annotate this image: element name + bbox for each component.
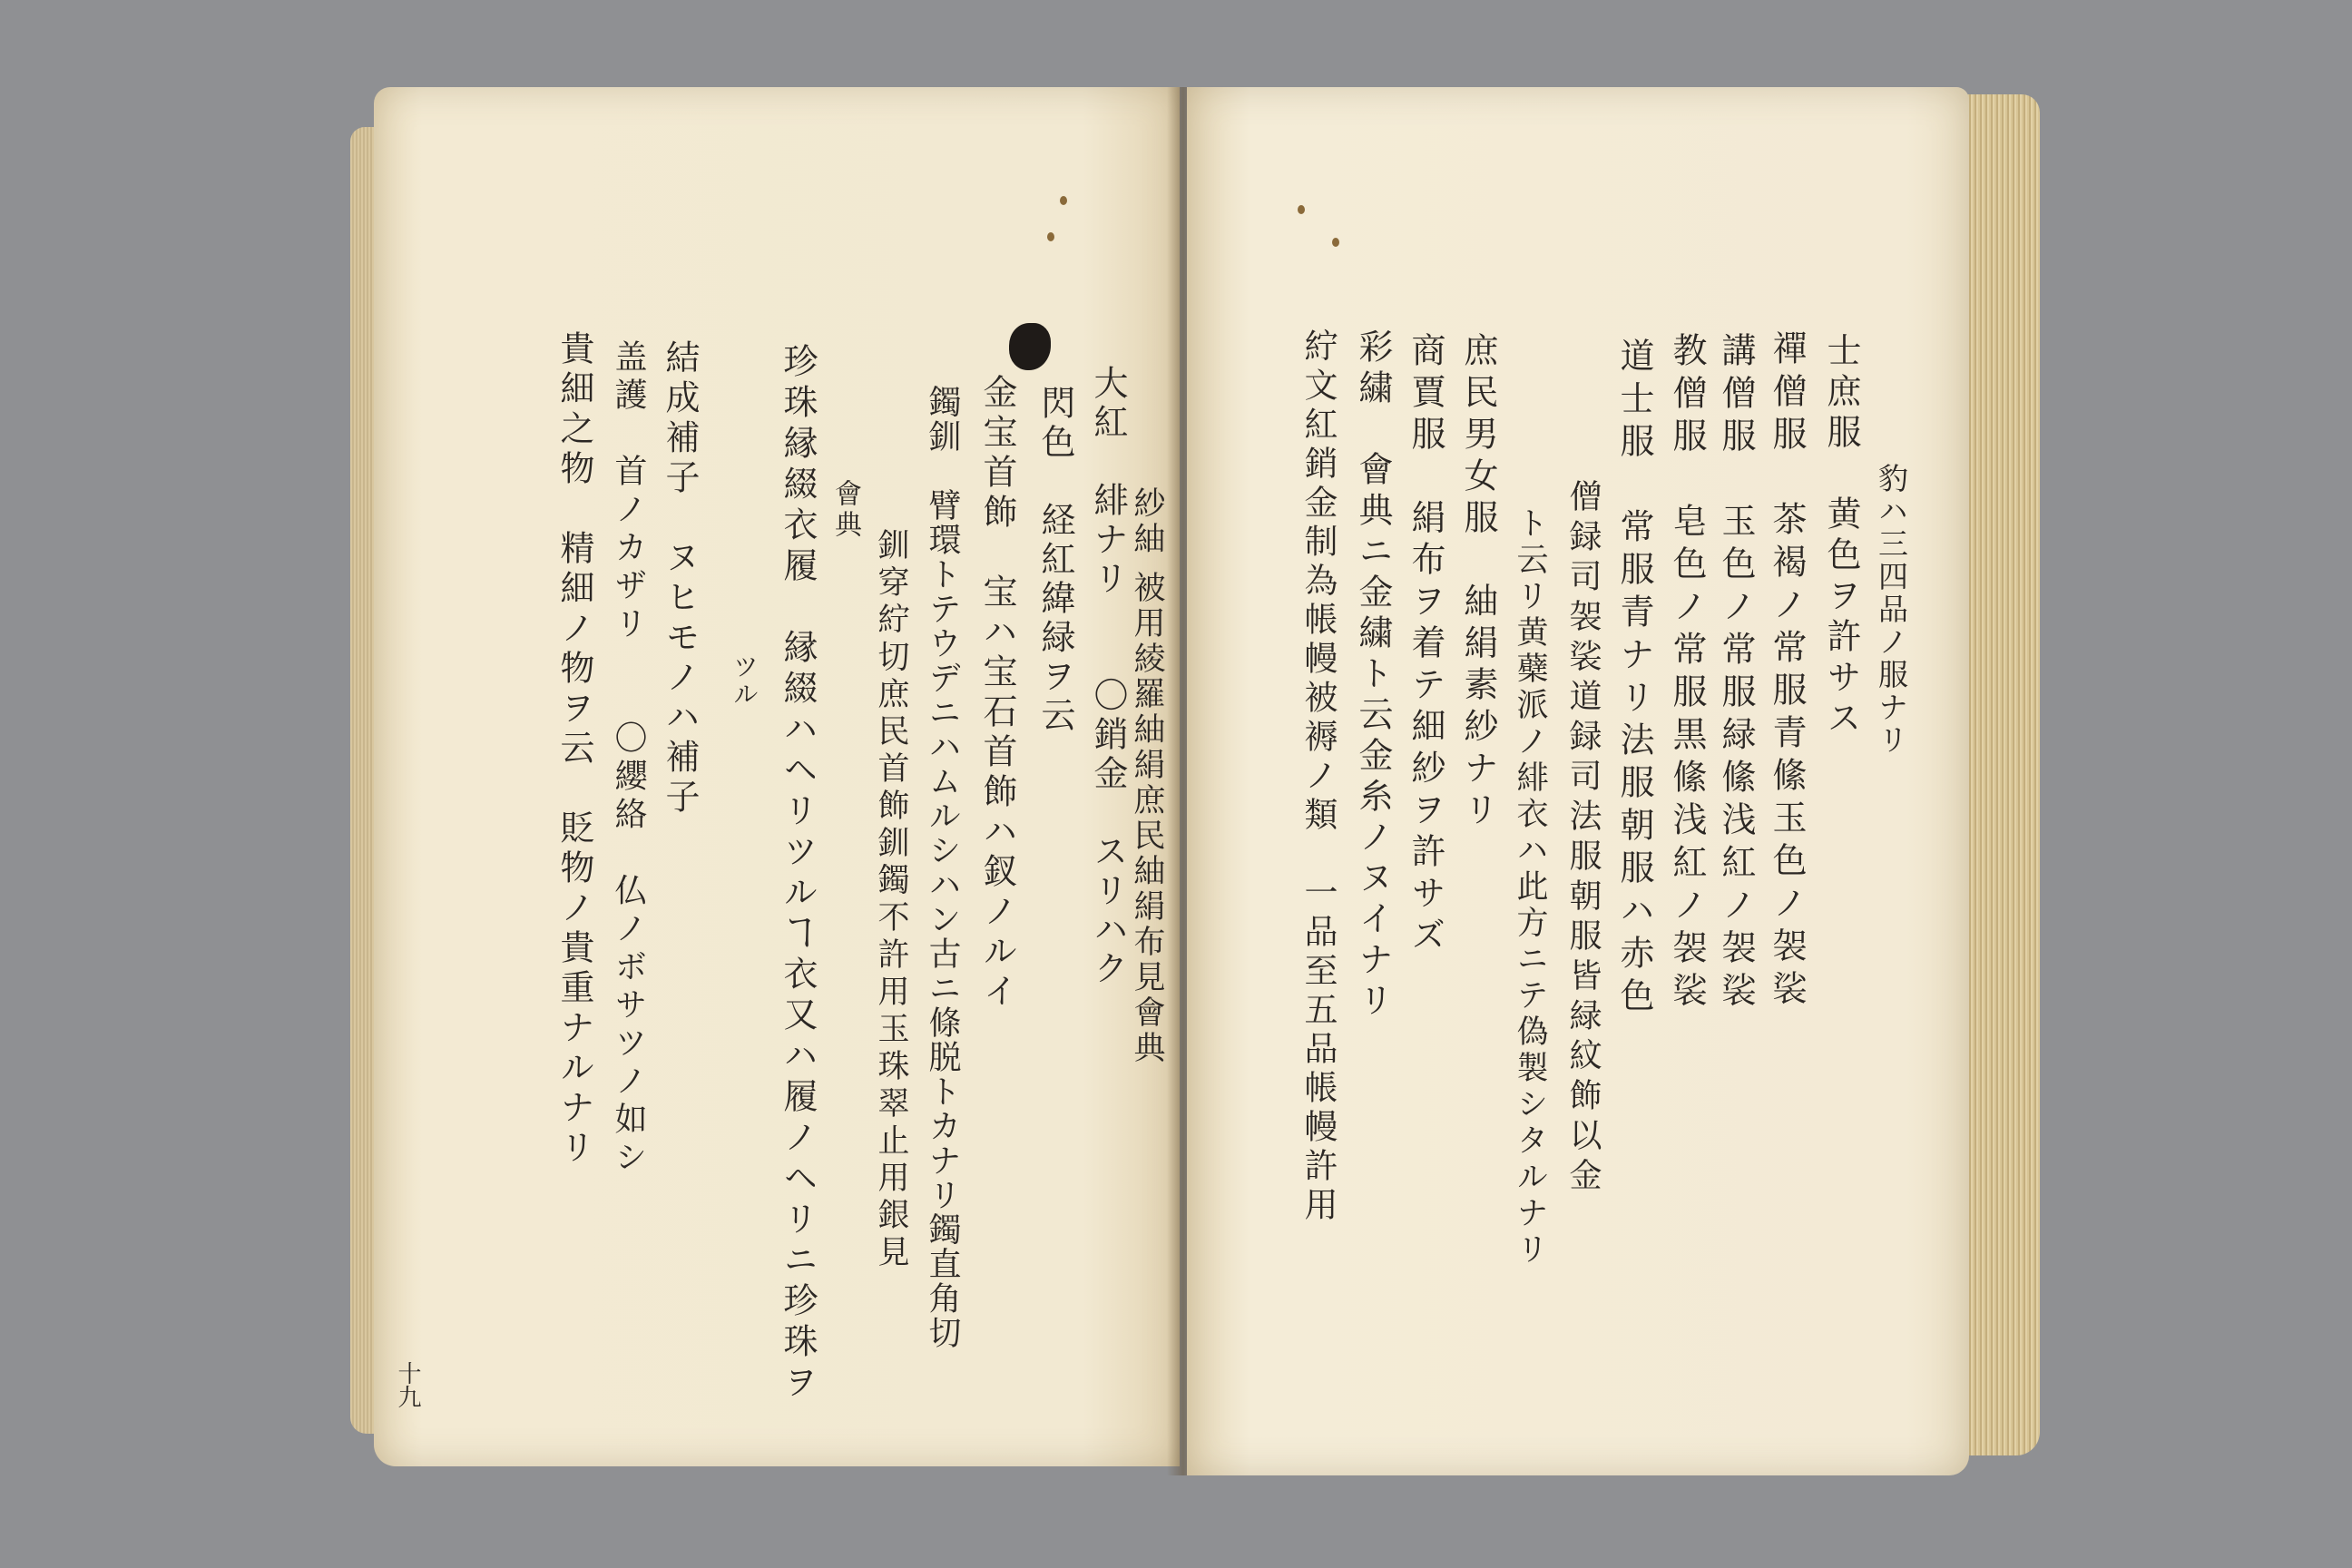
right-col-11: 彩繍 會典ニ金繍ト云金糸ノヌイナリ <box>1353 328 1393 1023</box>
paper-speck <box>1298 205 1305 214</box>
right-col-6: 道士服 常服青ナリ法服朝服ハ赤色 <box>1614 338 1654 1020</box>
right-col-5: 教僧服 皂色ノ常服黒絛浅紅ノ袈裟 <box>1667 332 1707 1014</box>
right-col-7: 僧録司袈裟道録司法服朝服皆緑紋飾以金 <box>1564 479 1602 1198</box>
left-col-4: 金宝首飾 宝ハ宝石首飾ハ釵ノルイ <box>977 374 1017 1013</box>
paper-speck <box>1060 196 1067 205</box>
ink-stain <box>1009 323 1051 370</box>
left-col-2: 大紅 緋ナリ 〇銷金 スリハク <box>1088 365 1128 989</box>
paper-speck <box>1332 238 1339 247</box>
left-col-12: 貴細之物 精細ノ物ヲ云 貶物ノ貴重ナルナリ <box>554 330 594 1169</box>
page-edges-right <box>1967 94 2040 1455</box>
left-col-3: 閃色 経紅緯緑ヲ云 <box>1035 385 1075 736</box>
right-col-10: 商賈服 絹布ヲ着テ細紗ヲ許サズ <box>1406 332 1446 958</box>
right-col-1-heading: 豹ハ三四品ノ服ナリ <box>1874 463 1909 757</box>
right-col-2: 士庶服 黄色ヲ許サス <box>1821 332 1861 740</box>
left-page <box>374 87 1180 1466</box>
left-col-7-source: 會典 <box>829 479 861 541</box>
paper-speck <box>1047 232 1054 241</box>
right-page <box>1187 87 1969 1475</box>
left-col-5: 鐲釧 臂環トテウデニハムルシハン古ニ條脱トカナリ鐲直角切 <box>924 385 961 1350</box>
left-col-1: 紗紬 被用綾羅紬絹庶民紬絹布見會典 <box>1129 486 1165 1067</box>
left-col-6: 釧穿紵切庶民首飾釧鐲不許用玉珠翠止用銀見 <box>873 528 909 1272</box>
right-col-9: 庶民男女服 紬絹素紗ナリ <box>1458 332 1498 833</box>
left-col-10: 結成補子 ヌヒモノハ補子 <box>660 339 700 818</box>
right-col-3: 禪僧服 茶褐ノ常服青絛玉色ノ袈裟 <box>1767 330 1807 1013</box>
left-col-8: 珍珠縁綴衣履 縁綴ハヘリツルヿ衣又ハ履ノヘリニ珍珠ヲ <box>778 343 818 1405</box>
left-col-9-note: ツル <box>730 653 760 708</box>
right-col-12: 紵文紅銷金制為帳幔被褥ノ類 一品至五品帳幔許用 <box>1298 328 1338 1226</box>
left-col-11: 盖護 首ノカザリ 〇纓絡 仏ノボサツノ如シ <box>610 339 647 1178</box>
folio-number: 十九 <box>394 1361 421 1408</box>
right-col-8: ト云リ黄蘗派ノ緋衣ハ此方ニテ偽製シタルナリ <box>1512 506 1548 1269</box>
right-col-4: 講僧服 玉色ノ常服緑絛浅紅ノ袈裟 <box>1716 332 1756 1014</box>
